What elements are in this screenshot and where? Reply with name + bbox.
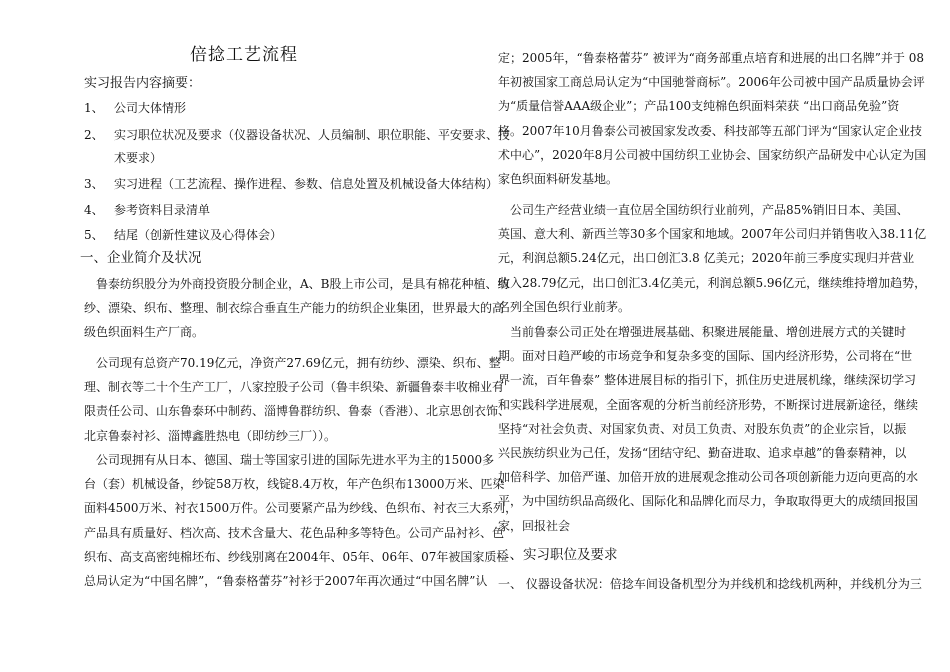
paragraph-line: 纱、漂染、织布、整理、制衣综合垂直生产能力的纺织企业集团，世界最大的高 — [84, 301, 505, 315]
paragraph-line: 产品具有质量好、档次高、技术含量大、花色品种多等特色。公司产品衬衫、色 — [84, 526, 505, 540]
paragraph-line: 鲁泰纺织股分为外商投资股分制企业，A、B股上市公司，是具有棉花种植、纺 — [84, 277, 510, 291]
toc-number: 4、 — [84, 203, 104, 217]
toc-number: 1、 — [84, 101, 104, 115]
paragraph-line: 定；2005年，“鲁泰格蕾芬” 被评为“商务部重点培育和进展的出口名牌”并于 08 — [498, 51, 924, 65]
toc-item-text: 公司大体情形 — [114, 101, 187, 115]
paragraph-line: 公司现拥有从日本、德国、瑞士等国家引进的国际先进水平为主的15000多 — [84, 453, 495, 467]
paragraph-line: 北京鲁泰衬衫、淄博鑫胜热电（即纺纱三厂））。 — [84, 429, 337, 443]
paragraph-line: 兴民族纺织业为己任，发扬“团结守纪、勤奋进取、追求卓越”的鲁泰精神，以 — [498, 446, 907, 460]
summary-heading: 实习报告内容摘要： — [84, 76, 202, 91]
paragraph-line: 收入28.79亿元，出口创汇3.4亿美元，利润总额5.96亿元，继续维持增加趋势， — [498, 276, 927, 290]
toc-number: 5、 — [84, 228, 104, 242]
paragraph-line: 总局认定为“中国名牌”，“鲁泰格蕾芬”衬衫于2007年再次通过“中国名牌”认 — [84, 574, 488, 588]
paragraph-line: 级色织面料生产厂商。 — [84, 325, 205, 339]
paragraph-line: 家色织面料研发基地。 — [498, 172, 619, 186]
paragraph-line: 理、制衣等二十个生产工厂，八家控股子公司（鲁丰织染、新疆鲁泰丰收棉业有 — [84, 380, 505, 394]
paragraph-line: 面料4500万米、衬衣1500万件。公司要紧产品为纱线、色织布、衬衣三大系列， — [84, 501, 518, 515]
toc-item-text: 结尾（创新性建议及心得体会） — [114, 228, 283, 242]
paragraph-line: 公司生产经营业绩一直位居全国纺织行业前列，产品85%销旧日本、美国、 — [498, 203, 909, 217]
paragraph-line: 家，回报社会 — [498, 519, 571, 533]
paragraph-line: 当前鲁泰公司正处在增强进展基础、积聚进展能量、增创进展方式的关键时 — [498, 325, 907, 339]
paragraph-line: 平，为中国纺织品高级化、国际化和品牌化而尽力，争取取得更大的成绩回报国 — [498, 494, 919, 508]
paragraph-line: 公司现有总资产70.19亿元，净资产27.69亿元，拥有纺纱、漂染、织布、整 — [84, 356, 501, 370]
paragraph-line: 术中心”，2020年8月公司被中国纺织工业协会、国家纺织产品研发中心认定为国 — [498, 148, 927, 162]
toc-number: 2、 — [84, 128, 104, 142]
paragraph-line: 限责任公司、山东鲁泰环中制药、淄博鲁群纺织、鲁泰（香港）、北京思创衣饰、 — [84, 404, 511, 418]
paragraph-line: 加倍科学、加倍严谨、加倍开放的进展观念推动公司各项创新能力迈向更高的水 — [498, 470, 919, 484]
toc-item-text: 术要求） — [114, 151, 163, 165]
paragraph-line: 织布、高支高密纯棉坯布、纱线别离在2004年、05年、06年、07年被国家质检 — [84, 550, 509, 564]
paragraph-line: 坚持“对社会负责、对国家负责、对员工负责、对股东负责”的企业宗旨，以振 — [498, 422, 907, 436]
toc-number: 3、 — [84, 177, 104, 191]
paragraph-line: 元，利润总额5.24亿元，出口创汇3.8 亿美元；2020年前三季度实现归并营业 — [498, 251, 915, 265]
paragraph-line: 为“质量信誉AAA级企业”；产品100支纯棉色织面料荣获 “出口商品免验”资 — [498, 99, 900, 113]
paragraph-line: 界一流，百年鲁泰” 整体进展目标的指引下，抓住历史进展机缘，继续深切学习 — [498, 373, 916, 387]
paragraph-line: 和实践科学进展观，全面客观的分析当前经济形势，不断探讨进展新途径，继续 — [498, 398, 919, 412]
section-heading: 一、企业简介及状况 — [80, 250, 202, 266]
paragraph-line: 台（套）机械设备，纱锭58万枚，线锭8.4万枚，年产色织布13000万米、匹染 — [84, 477, 505, 491]
paragraph-line: 格。2007年10月鲁泰公司被国家发改委、科技部等五部门评为“国家认定企业技 — [498, 124, 922, 138]
toc-item-text: 实习进程（工艺流程、操作进程、参数、信息处置及机械设备大体结构） — [114, 177, 499, 191]
paragraph-line: 名列全国色织行业前茅。 — [498, 300, 631, 314]
toc-item-text: 参考资料目录清单 — [114, 203, 211, 217]
paragraph-line: 英国、意大利、新西兰等30多个国家和地域。2007年公司归并销售收入38.11亿 — [498, 227, 927, 241]
page-title: 倍捻工艺流程 — [190, 45, 298, 65]
paragraph-line: 期。面对日趋严峻的市场竞争和复杂多变的国际、国内经济形势，公司将在“世 — [498, 349, 913, 363]
toc-item-text: 实习职位状况及要求（仪器设备状况、人员编制、职位职能、平安要求、技 — [114, 128, 511, 142]
paragraph-line: 年初被国家工商总局认定为“中国驰誉商标”。2006年公司被中国产品质量协会评 — [498, 75, 925, 89]
paragraph-line: 一、 仪器设备状况：倍捻车间设备机型分为并线机和捻线机两种，并线机分为三 — [498, 577, 922, 591]
section-heading: 二、实习职位及要求 — [496, 547, 618, 563]
